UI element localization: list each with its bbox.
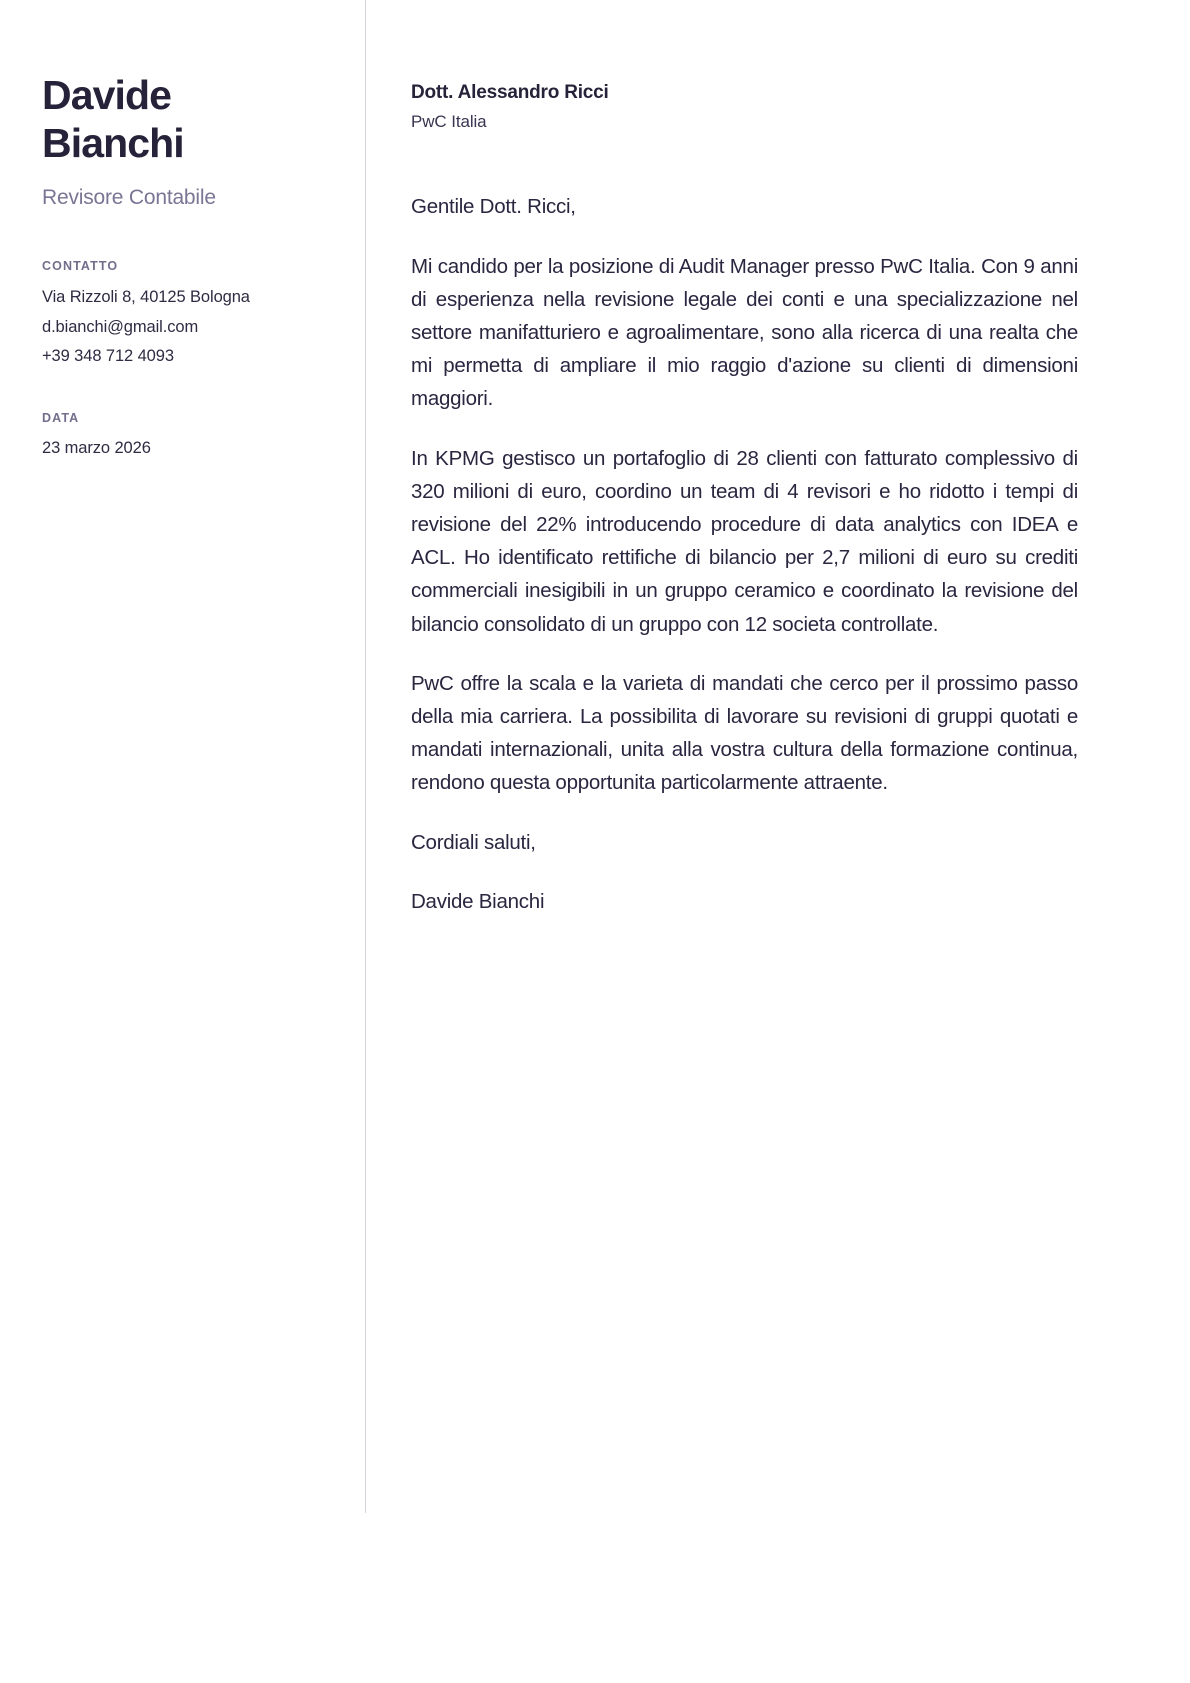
contact-phone: +39 348 712 4093 [42,346,174,365]
letter-body [411,190,1078,918]
date-section [42,411,341,461]
salutation: Gentile Dott. Ricci, [411,195,576,219]
recipient-organization: PwC Italia [411,111,487,131]
candidate-job-title: Revisore Contabile [42,185,216,209]
candidate-first-name: Davide [42,72,172,118]
recipient-name: Dott. Alessandro Ricci [411,82,609,103]
letter-main [366,72,1190,1683]
body-paragraph-3: PwC offre la scala e la varieta di mandati che cerco per il prossimo passo della mia carriera. La possibilita di lavorare su revisioni di gruppi quotati e mandati internazionali, unita alla vostra cultura della formazione continua, rendono questa opportunita particolarmente attraente. [411,671,1078,795]
date-section-label: DATA [42,411,80,426]
contact-address: Via Rizzoli 8, 40125 Bologna [42,288,250,307]
contact-email: d.bianchi@gmail.com [42,317,199,336]
body-paragraph-1: Mi candido per la posizione di Audit Manager presso PwC Italia. Con 9 anni di esperienza nella revisione legale dei conti e una specializzazione nel settore manifatturiero e agroalimentare, sono alla ricerca di una realta che mi permetta di ampliare il mio raggio d'azione su clienti di dimensioni maggiori. [411,254,1078,411]
recipient-block [411,80,1078,133]
candidate-name [42,72,272,168]
candidate-last-name: Bianchi [42,119,184,166]
sidebar [0,72,365,1683]
contact-section [42,259,341,371]
closing-line: Cordiali saluti, [411,830,536,854]
signature-name: Davide Bianchi [411,889,545,913]
letter-date: 23 marzo 2026 [42,439,151,458]
body-paragraph-2: In KPMG gestisco un portafoglio di 28 clienti con fatturato complessivo di 320 milioni di euro, coordino un team di 4 revisori e ho ridotto i tempi di revisione del 22% introducendo procedure di data analytics con IDEA e ACL. Ho identificato rettifiche di bilancio per 2,7 milioni di euro su crediti commerciali inesigibili in un gruppo ceramico e coordinato la revisione del bilancio consolidato di un gruppo con 12 societa controllate. [411,446,1078,636]
contact-section-label: CONTATTO [42,259,119,274]
